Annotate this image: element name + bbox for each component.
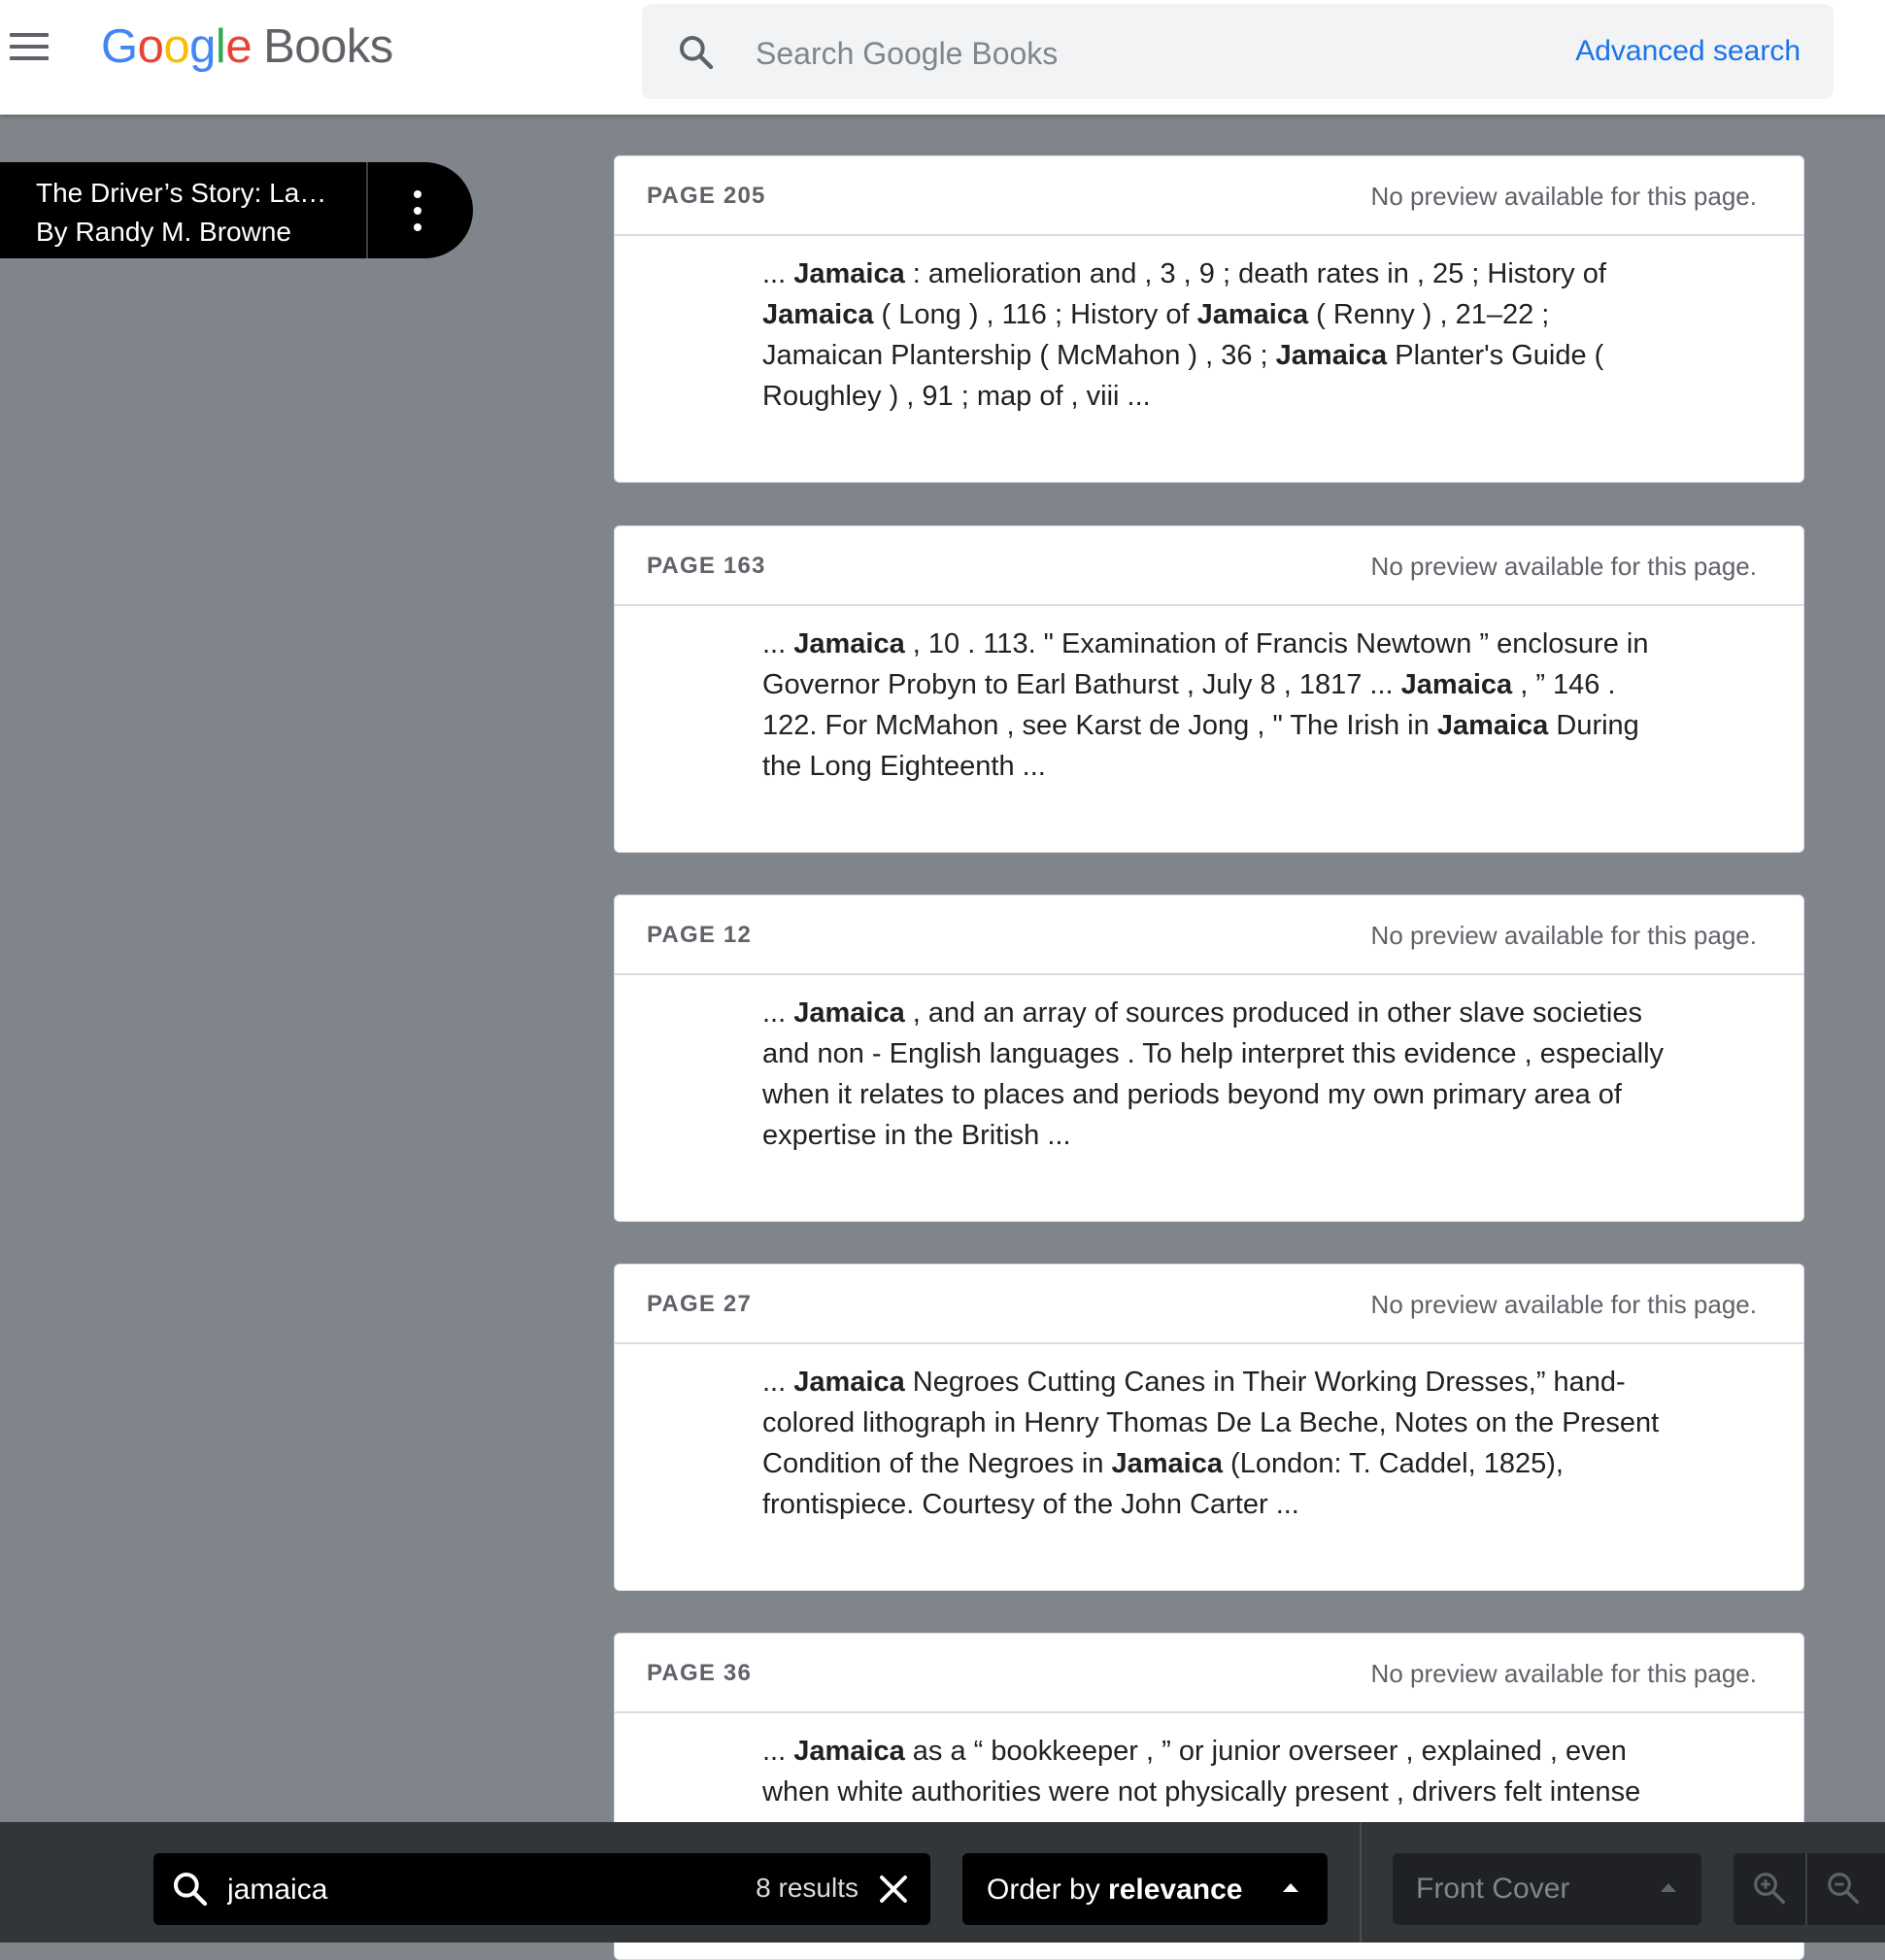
order-by-label — [987, 1874, 1243, 1907]
zoom-out-button[interactable] — [1807, 1853, 1879, 1925]
advanced-search-link[interactable]: Advanced search — [1575, 35, 1801, 67]
result-snippet — [762, 993, 1666, 1156]
logo-books-text: Books — [263, 20, 393, 73]
snippet-text: During the Long Eighteenth ... — [762, 710, 1639, 782]
search-icon — [171, 1870, 210, 1909]
caret-up-icon — [1661, 1883, 1676, 1892]
result-snippet — [762, 1731, 1666, 1812]
snippet-text: Planter's Guide ( Roughley ) , 91 ; map of , viii ... — [762, 340, 1604, 412]
in-book-search-input[interactable] — [225, 1868, 618, 1912]
snippet-text: as a “ bookkeeper , ” or junior overseer , explained , even when white authorities were not physically present , drivers felt intense — [762, 1736, 1641, 1808]
result-card-header — [615, 1265, 1803, 1344]
snippet-text: : amelioration and , 3 , 9 ; death rates in , 25 ; History of — [904, 258, 1606, 289]
result-card-header — [615, 896, 1803, 975]
order-by-value: relevance — [1108, 1874, 1243, 1906]
result-page-number: PAGE 27 — [647, 1291, 752, 1317]
zoom-controls — [1734, 1853, 1885, 1925]
result-snippet — [762, 1362, 1666, 1525]
result-page-number: PAGE 163 — [647, 553, 766, 579]
result-card-header — [615, 1634, 1803, 1713]
book-author: By Randy M. Browne — [36, 217, 291, 247]
snippet-text: (London: T. Caddel, 1825), frontispiece. Courtesy of the John Carter ... — [762, 1448, 1564, 1520]
result-snippet — [762, 253, 1666, 417]
book-info-pill[interactable] — [0, 162, 473, 258]
logo-letter: g — [189, 20, 216, 73]
hamburger-menu-icon[interactable] — [10, 33, 49, 66]
snippet-text: , and an array of sources produced in other slave societies and non - English languages . To help interpret this evidence , especially when it relates to places and periods beyond my own primary area of expertise in the British ... — [762, 997, 1665, 1151]
snippet-text: ... — [762, 1736, 794, 1767]
highlighted-term: Jamaica — [762, 299, 874, 330]
logo-letter: G — [101, 20, 138, 73]
book-title: The Driver’s Story: La… — [36, 178, 327, 208]
snippet-text: , 10 . 113. " Examination of Francis Newtown ” enclosure in Governor Probyn to Earl Bathurst , July 8 , 1817 ... — [762, 628, 1649, 700]
result-card[interactable] — [614, 155, 1804, 483]
no-preview-notice: No preview available for this page. — [1370, 921, 1757, 950]
zoom-in-icon — [1751, 1870, 1788, 1907]
google-books-logo[interactable] — [101, 19, 393, 74]
result-snippet — [762, 624, 1666, 787]
logo-letter: l — [215, 20, 226, 73]
snippet-text: ... — [762, 628, 794, 659]
pill-divider — [366, 162, 368, 258]
highlighted-term: Jamaica — [1275, 340, 1388, 371]
result-card[interactable] — [614, 1264, 1804, 1591]
logo-letter: o — [137, 20, 164, 73]
search-icon — [677, 33, 716, 72]
no-preview-notice: No preview available for this page. — [1370, 1290, 1757, 1319]
search-input[interactable] — [754, 28, 1534, 79]
page-select-dropdown[interactable] — [1393, 1853, 1701, 1925]
in-book-search-box[interactable] — [153, 1853, 930, 1925]
highlighted-term: Jamaica — [793, 1736, 905, 1767]
result-page-number: PAGE 36 — [647, 1660, 752, 1686]
order-by-prefix: Order by — [987, 1874, 1109, 1906]
result-card[interactable] — [614, 895, 1804, 1222]
result-card-header — [615, 156, 1803, 236]
no-preview-notice: No preview available for this page. — [1370, 552, 1757, 581]
zoom-in-button[interactable] — [1734, 1853, 1805, 1925]
result-count: 8 results — [756, 1873, 858, 1903]
highlighted-term: Jamaica — [1196, 299, 1309, 330]
more-options-icon[interactable] — [390, 182, 445, 240]
snippet-text: ( Long ) , 116 ; History of — [873, 299, 1197, 330]
snippet-text: , ” 146 . 122. For McMahon , see Karst de Jong , " The Irish in — [762, 669, 1616, 741]
caret-up-icon — [1283, 1883, 1298, 1892]
highlighted-term: Jamaica — [1111, 1448, 1223, 1479]
highlighted-term: Jamaica — [793, 628, 905, 659]
result-card-header — [615, 526, 1803, 606]
no-preview-notice: No preview available for this page. — [1370, 182, 1757, 211]
highlighted-term: Jamaica — [793, 997, 905, 1029]
result-card[interactable] — [614, 525, 1804, 853]
highlighted-term: Jamaica — [793, 258, 905, 289]
zoom-out-icon — [1825, 1870, 1862, 1907]
result-page-number: PAGE 205 — [647, 183, 766, 209]
order-by-dropdown[interactable] — [962, 1853, 1328, 1925]
highlighted-term: Jamaica — [1400, 669, 1513, 700]
no-preview-notice: No preview available for this page. — [1370, 1659, 1757, 1688]
logo-letter: e — [225, 20, 252, 73]
highlighted-term: Jamaica — [793, 1367, 905, 1398]
snippet-text: ... — [762, 258, 794, 289]
close-icon[interactable] — [876, 1872, 911, 1907]
reader-bottom-toolbar — [0, 1822, 1885, 1943]
logo-google-wordmark — [101, 20, 252, 73]
highlighted-term: Jamaica — [1436, 710, 1549, 741]
snippet-text: ( Renny ) , 21–22 ; Jamaican Plantership ( McMahon ) , 36 ; — [762, 299, 1550, 371]
toolbar-divider — [1360, 1822, 1362, 1943]
top-app-bar — [0, 0, 1885, 115]
snippet-text: ... — [762, 997, 794, 1029]
page-select-label: Front Cover — [1416, 1873, 1570, 1905]
search-google-books-box[interactable] — [642, 4, 1834, 99]
result-page-number: PAGE 12 — [647, 922, 752, 948]
snippet-text: ... — [762, 1367, 794, 1398]
logo-letter: o — [163, 20, 190, 73]
snippet-text: Negroes Cutting Canes in Their Working Dresses,” hand-colored lithograph in Henry Thomas De La Beche, Notes on the Present Condition of the Negroes in — [762, 1367, 1660, 1479]
